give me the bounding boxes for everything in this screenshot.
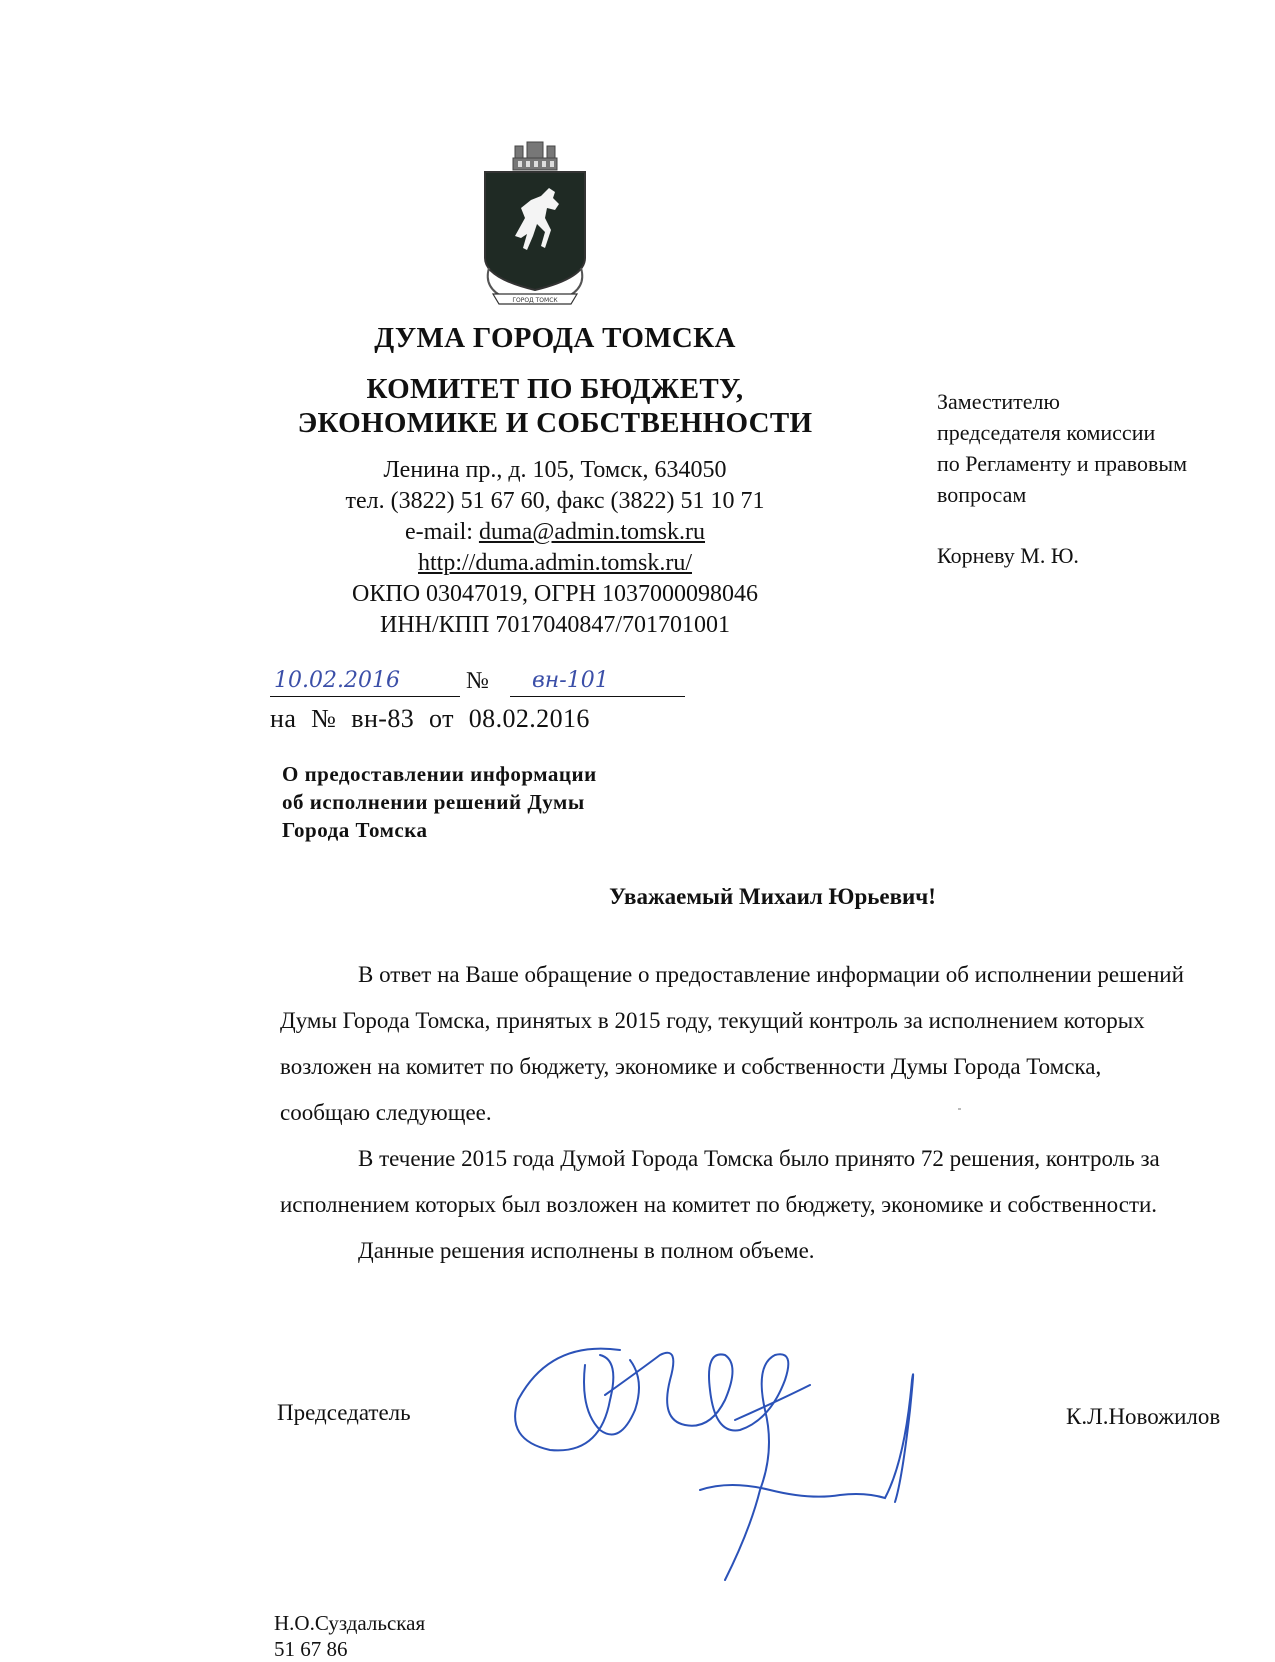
committee-line-2: ЭКОНОМИКЕ И СОБСТВЕННОСТИ bbox=[297, 407, 813, 439]
outgoing-date-handwritten: 10.02.2016 bbox=[274, 668, 400, 693]
email-link[interactable]: duma@admin.tomsk.ru bbox=[478, 519, 706, 545]
addressee-line-4: вопросам bbox=[937, 482, 1027, 507]
addressee-line-3: по Регламенту и правовым bbox=[937, 451, 1188, 476]
executor-name: Н.О.Суздальская bbox=[274, 1611, 426, 1635]
addressee-block bbox=[937, 386, 1187, 571]
signatory-role: Председатель bbox=[277, 1400, 411, 1425]
outgoing-number-handwritten: вн-101 bbox=[532, 668, 609, 693]
number-sign: № bbox=[466, 668, 489, 694]
body-p2-line1: В течение 2015 года Думой Города Томска было принято 72 решения, контроль за bbox=[358, 1146, 1160, 1171]
signatory-name: К.Л.Новожилов bbox=[1066, 1404, 1221, 1429]
website-link[interactable]: http://duma.admin.tomsk.ru/ bbox=[418, 550, 692, 576]
handwritten-signature bbox=[510, 1340, 950, 1585]
salutation: Уважаемый Михаил Юрьевич! bbox=[609, 884, 936, 909]
reply-prefix: на bbox=[270, 704, 297, 733]
number-underline bbox=[510, 696, 685, 697]
okpo-ogrn: ОКПО 03047019, ОГРН 1037000098046 bbox=[352, 581, 758, 607]
body-p1-line4: сообщаю следующее. bbox=[280, 1100, 492, 1125]
reply-reference bbox=[270, 704, 590, 734]
body-p1-line2: Думы Города Томска, принятых в 2015 году, текущий контроль за исполнением которых bbox=[280, 1008, 1145, 1033]
body-p1-line3: возложен на комитет по бюджету, экономике и собственности Думы Города Томска, bbox=[280, 1054, 1102, 1079]
subject-line-1: О предоставлении информации bbox=[282, 762, 597, 786]
letter-subject bbox=[282, 760, 662, 844]
committee-line-1: КОМИТЕТ ПО БЮДЖЕТУ, bbox=[366, 373, 744, 405]
contact-block bbox=[270, 455, 840, 641]
executor-block bbox=[274, 1610, 425, 1662]
email-line bbox=[270, 517, 840, 548]
phone-fax: тел. (3822) 51 67 60, факс (3822) 51 10 71 bbox=[345, 488, 765, 514]
subject-line-3: Города Томска bbox=[282, 818, 428, 842]
reply-date: 08.02.2016 bbox=[468, 704, 590, 733]
body-p3: Данные решения исполнены в полном объеме. bbox=[358, 1238, 815, 1263]
coat-of-arms-emblem bbox=[475, 138, 595, 310]
addressee-line-2: председателя комиссии bbox=[937, 420, 1156, 445]
inn-kpp: ИНН/КПП 7017040847/701701001 bbox=[379, 612, 730, 638]
date-underline bbox=[270, 696, 460, 697]
executor-phone: 51 67 86 bbox=[274, 1637, 348, 1661]
reply-from: от bbox=[429, 704, 454, 733]
committee-name bbox=[270, 372, 840, 440]
organization-title: ДУМА ГОРОДА ТОМСКА bbox=[374, 322, 736, 354]
email-label: e-mail: bbox=[404, 519, 479, 545]
addressee-name: Корневу М. Ю. bbox=[937, 543, 1079, 568]
address: Ленина пр., д. 105, Томск, 634050 bbox=[383, 457, 727, 483]
letter-body bbox=[280, 952, 1275, 1274]
reply-number: № вн-83 bbox=[311, 704, 415, 733]
subject-line-2: об исполнении решений Думы bbox=[282, 790, 585, 814]
outgoing-registration bbox=[270, 666, 690, 702]
body-p2-line2: исполнением которых был возложен на комитет по бюджету, экономике и собственности. bbox=[280, 1192, 1158, 1217]
body-p1-line1: В ответ на Ваше обращение о предоставление информации об исполнении решений bbox=[358, 962, 1184, 987]
addressee-line-1: Заместителю bbox=[937, 389, 1060, 414]
svg-text:ГОРОД ТОМСК: ГОРОД ТОМСК bbox=[512, 297, 558, 304]
scan-speck bbox=[958, 1108, 961, 1110]
